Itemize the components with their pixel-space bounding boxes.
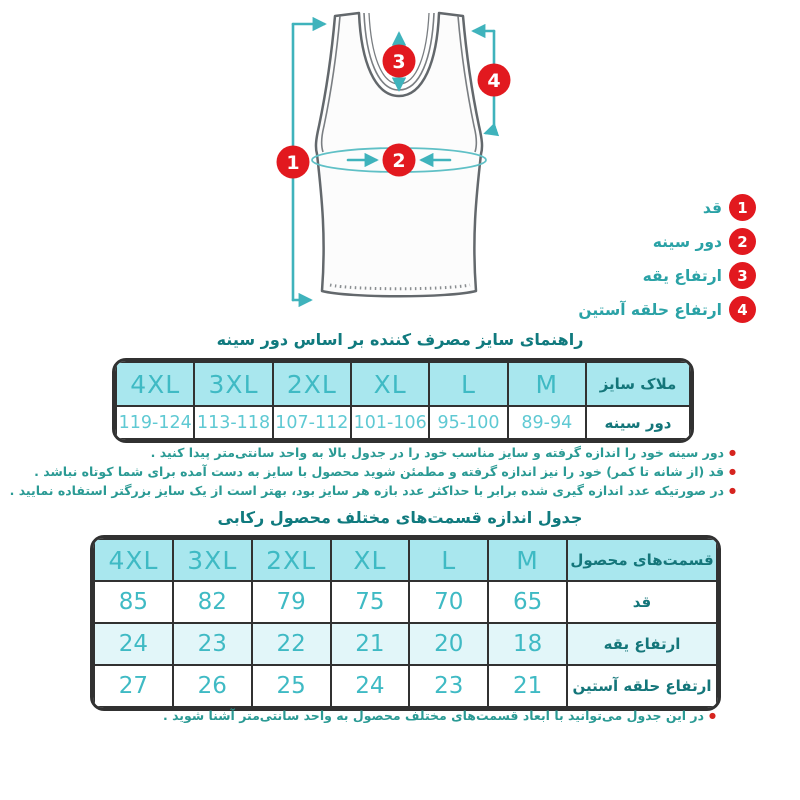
value-cell: 20: [409, 623, 488, 665]
value-cell: 21: [488, 665, 567, 707]
legend-item-chest: [578, 228, 756, 255]
size-header-cell: 3XL: [194, 362, 272, 406]
size-header-cell: XL: [351, 362, 429, 406]
note-line: ● در صورتیکه عدد اندازه گیری شده برابر با حداکثر عدد بازه هر سایز بود، بهتر است از یک سایز بزرگتر استفاده نمایید .: [10, 481, 736, 500]
marker-1-badge: [277, 146, 310, 179]
range-cell: 101-106: [351, 406, 429, 439]
size-header-cell: 2XL: [252, 539, 331, 581]
usage-notes: [10, 443, 736, 500]
size-header-cell: M: [488, 539, 567, 581]
marker-3-badge: [383, 45, 416, 78]
chest-range-row: [116, 406, 690, 439]
size-header-cell: XL: [331, 539, 410, 581]
value-cell: 27: [94, 665, 173, 707]
marker-4-badge: [478, 64, 511, 97]
legend-item-length: [578, 194, 756, 221]
row-label-cell: ارتفاع یقه: [567, 623, 717, 665]
legend-label: قد: [702, 198, 722, 217]
tank-top-diagram: [248, 0, 568, 318]
range-cell: 89-94: [508, 406, 586, 439]
legend-badge-2: 2: [729, 228, 756, 255]
parts-size-table: [90, 535, 721, 711]
value-cell: 23: [409, 665, 488, 707]
row-label-cell: ارتفاع حلقه آستین: [567, 665, 717, 707]
legend-label: دور سینه: [652, 232, 722, 251]
range-cell: 119-124: [116, 406, 194, 439]
value-cell: 85: [94, 581, 173, 623]
parts-table-title: جدول اندازه قسمت‌های مختلف محصول رکابی: [217, 508, 583, 527]
size-header-cell: L: [429, 362, 507, 406]
size-header-row: [116, 362, 690, 406]
note-line: ● قد (از شانه تا کمر) خود را نیز اندازه گرفته و مطمئن شوید محصول با سایز به دست آمده برای شما کوتاه نباشد .: [10, 462, 736, 481]
size-guide-title: راهنمای سایز مصرف کننده بر اساس دور سینه: [216, 330, 584, 349]
row-label-cell: دور سینه: [586, 406, 690, 439]
collar-height-row: [94, 623, 717, 665]
parts-header-cell: قسمت‌های محصول: [567, 539, 717, 581]
marker-2-badge: [383, 144, 416, 177]
size-header-cell: 2XL: [273, 362, 351, 406]
legend-item-armhole: [578, 296, 756, 323]
size-header-cell: 4XL: [116, 362, 194, 406]
value-cell: 82: [173, 581, 252, 623]
legend-label: ارتفاع یقه: [642, 266, 722, 285]
value-cell: 75: [331, 581, 410, 623]
value-cell: 79: [252, 581, 331, 623]
armhole-height-row: [94, 665, 717, 707]
range-cell: 113-118: [194, 406, 272, 439]
legend-item-collar: [578, 262, 756, 289]
tank-top-illustration: [248, 0, 568, 318]
note-line: ● دور سینه خود را اندازه گرفته و سایز مناسب خود را در جدول بالا به واحد سانتی‌متر پیدا کنید .: [10, 443, 736, 462]
svg-text:4: 4: [487, 70, 501, 92]
svg-text:3: 3: [392, 51, 406, 73]
value-cell: 18: [488, 623, 567, 665]
range-cell: 95-100: [429, 406, 507, 439]
size-header-cell: 4XL: [94, 539, 173, 581]
legend-label: ارتفاع حلقه آستین: [578, 300, 722, 319]
svg-text:1: 1: [286, 152, 300, 174]
value-cell: 65: [488, 581, 567, 623]
size-header-cell: L: [409, 539, 488, 581]
size-header-cell: 3XL: [173, 539, 252, 581]
criterion-header-cell: ملاک سایز: [586, 362, 690, 406]
range-cell: 107-112: [273, 406, 351, 439]
svg-text:2: 2: [392, 150, 406, 172]
legend-badge-1: 1: [729, 194, 756, 221]
value-cell: 23: [173, 623, 252, 665]
table-footer-note: ● در این جدول می‌توانید با ابعاد قسمت‌های مختلف محصول به واحد سانتی‌متر آشنا شوید .: [163, 708, 716, 723]
value-cell: 21: [331, 623, 410, 665]
legend-badge-4: 4: [729, 296, 756, 323]
value-cell: 25: [252, 665, 331, 707]
value-cell: 70: [409, 581, 488, 623]
length-row: [94, 581, 717, 623]
parts-header-row: [94, 539, 717, 581]
value-cell: 24: [331, 665, 410, 707]
value-cell: 24: [94, 623, 173, 665]
measurement-legend: [578, 194, 756, 323]
row-label-cell: قد: [567, 581, 717, 623]
value-cell: 22: [252, 623, 331, 665]
value-cell: 26: [173, 665, 252, 707]
size-guide-table: [112, 358, 694, 443]
legend-badge-3: 3: [729, 262, 756, 289]
size-header-cell: M: [508, 362, 586, 406]
